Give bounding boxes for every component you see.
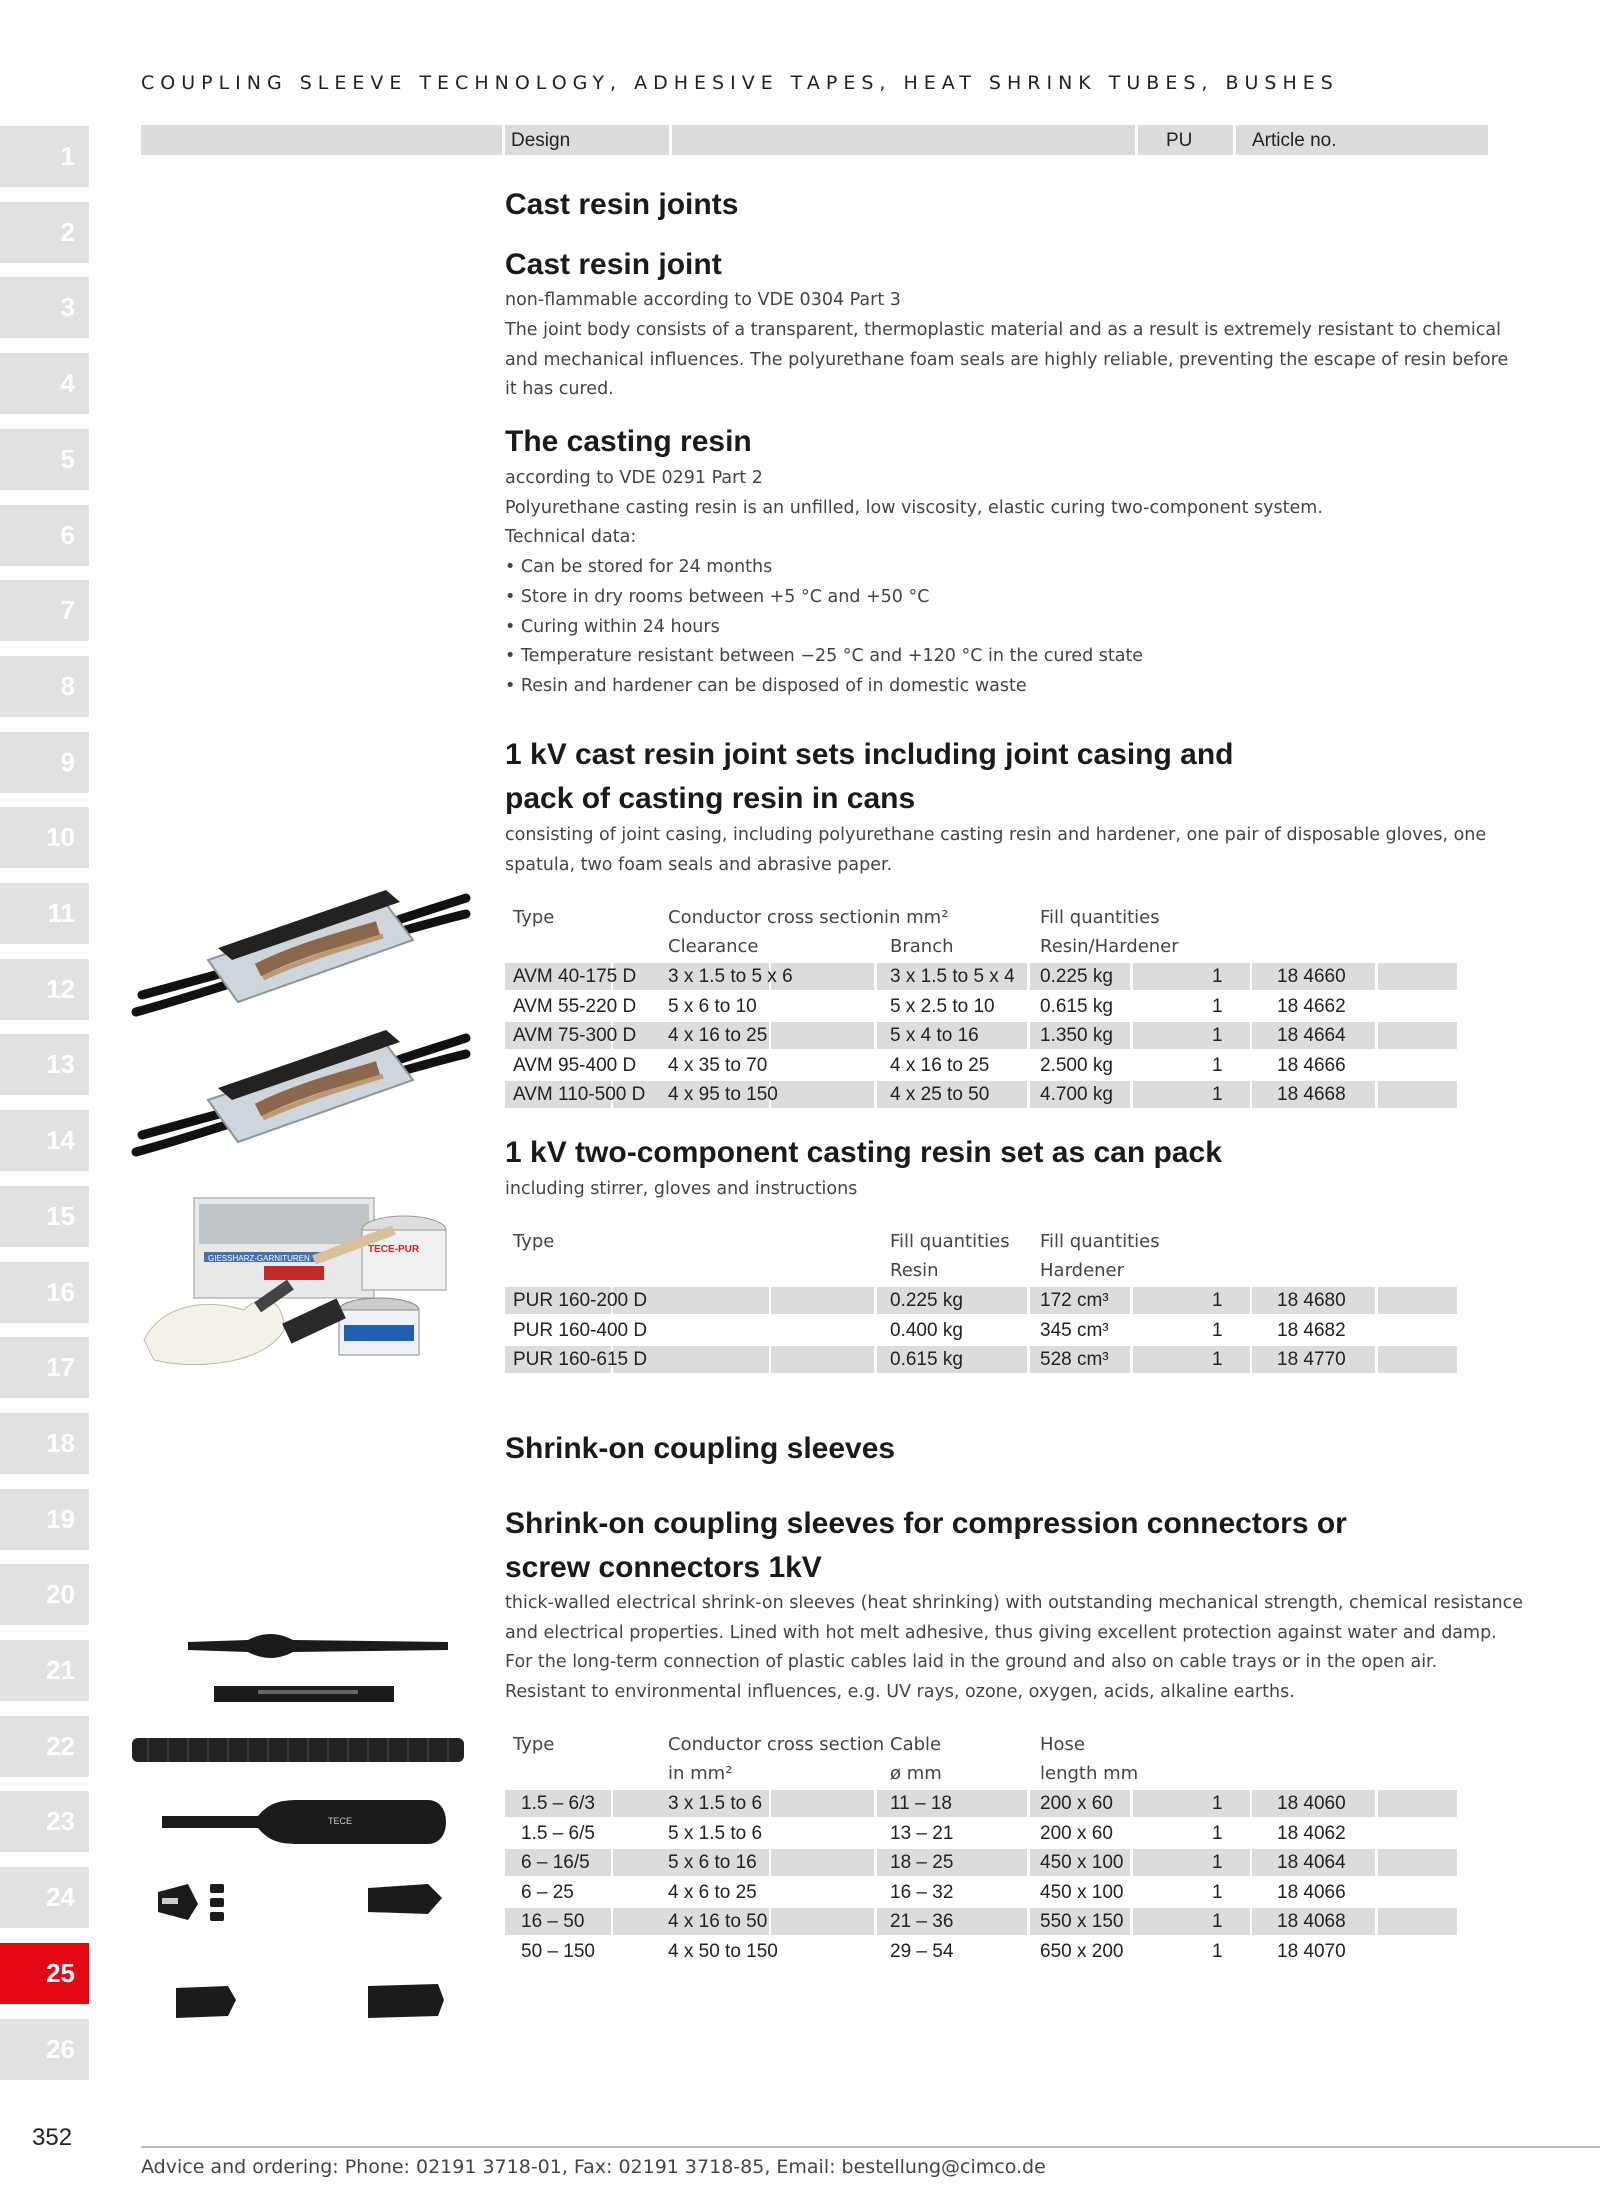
chapter-tab-7[interactable]: 7 — [0, 580, 89, 641]
table-cell: 0.615 kg — [1040, 995, 1113, 1017]
chapter-tab-9[interactable]: 9 — [0, 732, 89, 793]
chapter-tab-22[interactable]: 22 — [0, 1716, 89, 1777]
table-cell: 4 x 50 to 150 — [668, 1940, 778, 1962]
table-cell: 13 – 21 — [890, 1822, 954, 1844]
column-header-bar — [141, 125, 1457, 155]
chapter-tab-11[interactable]: 11 — [0, 883, 89, 944]
page-header-title: COUPLING SLEEVE TECHNOLOGY, ADHESIVE TAPES, HEAT SHRINK TUBES, BUSHES — [141, 72, 1339, 94]
table-cell: 1 — [1212, 1881, 1223, 1903]
table-cell: 18 4064 — [1277, 1852, 1346, 1873]
table-cell: 1.5 – 6/5 — [521, 1822, 595, 1844]
table-row — [505, 1021, 1457, 1051]
section-title-cast-resin-joint: Cast resin joint — [505, 248, 722, 281]
row-background — [771, 1052, 874, 1079]
text-line: Technical data: — [505, 527, 637, 547]
table-cell: PUR 160-400 D — [513, 1319, 648, 1341]
table-cell: 5 x 6 to 16 — [668, 1852, 757, 1873]
header-resin-hardener: Resin/Hardener — [1040, 936, 1179, 957]
row-background — [771, 1346, 874, 1373]
chapter-tab-19[interactable]: 19 — [0, 1489, 89, 1550]
header-hardener: Hardener — [1040, 1260, 1125, 1281]
table-cell: 18 4660 — [1277, 966, 1346, 987]
header-resin: Resin — [890, 1260, 939, 1281]
table-cell: 18 4062 — [1277, 1822, 1346, 1844]
header-fill-hardener: Fill quantities — [1040, 1231, 1160, 1252]
chapter-tab-8[interactable]: 8 — [0, 656, 89, 717]
header-length: length mm — [1040, 1763, 1139, 1784]
chapter-tab-18[interactable]: 18 — [0, 1413, 89, 1474]
table-row — [505, 1878, 1457, 1908]
table-row — [505, 1819, 1457, 1849]
header-branch: Branch — [890, 936, 954, 957]
table-row — [505, 1345, 1457, 1375]
chapter-tab-24[interactable]: 24 — [0, 1867, 89, 1928]
row-background — [1133, 1081, 1250, 1108]
row-background — [771, 1790, 874, 1817]
column-header-pu: PU — [1138, 125, 1233, 155]
row-background — [1378, 1849, 1457, 1876]
table-header-row — [505, 904, 1457, 933]
photo-can-pack-set — [134, 1190, 454, 1380]
table-header-row — [505, 1228, 1457, 1257]
can-pack-table — [505, 1228, 1457, 1375]
row-background — [1378, 1879, 1457, 1906]
header-diameter: ø mm — [890, 1763, 942, 1784]
row-background — [1133, 1317, 1250, 1344]
table-cell: 0.225 kg — [890, 1290, 963, 1311]
table-cell: 1 — [1212, 1025, 1223, 1046]
text-line: For the long-term connection of plastic cables laid in the ground and also on cable trays or in the open air. — [505, 1652, 1438, 1672]
table-cell: 18 4664 — [1277, 1025, 1346, 1046]
table-row — [505, 1789, 1457, 1819]
table-cell: 5 x 1.5 to 6 — [668, 1822, 763, 1844]
table-cell: 1 — [1212, 995, 1223, 1017]
header-type: Type — [513, 907, 555, 928]
table-cell: 0.400 kg — [890, 1319, 963, 1341]
bullet-item: • Store in dry rooms between +5 °C and +50 °C — [505, 587, 930, 607]
row-background — [1133, 1022, 1250, 1049]
row-background — [1378, 1022, 1457, 1049]
row-background — [1133, 963, 1250, 990]
column-header-description — [672, 125, 1135, 155]
header-fill: Fill quantities — [1040, 907, 1160, 928]
table-cell: 1.350 kg — [1040, 1025, 1113, 1046]
section-title-shrink-sleeves-line2: screw connectors 1kV — [505, 1551, 822, 1584]
row-background — [1133, 993, 1250, 1020]
table-cell: 18 4666 — [1277, 1054, 1346, 1076]
table-cell: 18 4070 — [1277, 1940, 1346, 1962]
chapter-tab-16[interactable]: 16 — [0, 1262, 89, 1323]
table-cell: 450 x 100 — [1040, 1852, 1124, 1873]
footer-contact: Advice and ordering: Phone: 02191 3718-01, Fax: 02191 3718-85, Email: bestellung@cimco.de — [141, 2156, 1046, 2178]
section-title-shrink-on: Shrink-on coupling sleeves — [505, 1432, 896, 1465]
table-cell: 650 x 200 — [1040, 1940, 1124, 1962]
box-label-text: GIESSHARZ-GARNITUREN — [208, 1254, 310, 1263]
table-cell: 1 — [1212, 1290, 1223, 1311]
table-cell: 18 4680 — [1277, 1290, 1346, 1311]
row-background — [1378, 963, 1457, 990]
text-line: according to VDE 0291 Part 2 — [505, 468, 763, 488]
row-background — [771, 1938, 874, 1965]
chapter-tab-1[interactable]: 1 — [0, 126, 89, 187]
table-cell: 3 x 1.5 to 5 x 4 — [890, 966, 1015, 987]
row-background — [1133, 1287, 1250, 1314]
table-cell: 5 x 2.5 to 10 — [890, 995, 995, 1017]
table-cell: 550 x 150 — [1040, 1911, 1124, 1932]
section-title-can-pack: 1 kV two-component casting resin set as can pack — [505, 1136, 1222, 1169]
table-cell: 50 – 150 — [521, 1940, 595, 1962]
row-background — [771, 1908, 874, 1935]
joint-sets-table — [505, 904, 1457, 1110]
row-background — [771, 1287, 874, 1314]
row-background — [1378, 1820, 1457, 1847]
table-cell: 18 4060 — [1277, 1793, 1346, 1814]
header-fill-resin: Fill quantities — [890, 1231, 1010, 1252]
row-background — [771, 1081, 874, 1108]
table-cell: 1 — [1212, 1852, 1223, 1873]
chapter-tab-3[interactable]: 3 — [0, 277, 89, 338]
table-cell: 1 — [1212, 1940, 1223, 1962]
table-cell: 6 – 16/5 — [521, 1852, 590, 1873]
bullet-item: • Can be stored for 24 months — [505, 557, 773, 577]
table-cell: AVM 95-400 D — [513, 1054, 637, 1076]
text-line: spatula, two foam seals and abrasive paper. — [505, 855, 893, 875]
column-header-extra — [1351, 125, 1457, 155]
table-cell: 4 x 16 to 25 — [890, 1054, 990, 1076]
table-cell: 18 4662 — [1277, 995, 1346, 1017]
table-cell: 1 — [1212, 1054, 1223, 1076]
table-row — [505, 1080, 1457, 1110]
table-row — [505, 1937, 1457, 1967]
row-background — [771, 1022, 874, 1049]
table-row — [505, 1316, 1457, 1346]
table-cell: 6 – 25 — [521, 1881, 574, 1903]
chapter-tab-26[interactable]: 26 — [0, 2019, 89, 2080]
section-title-casting-resin: The casting resin — [505, 425, 752, 458]
table-cell: 3 x 1.5 to 6 — [668, 1793, 763, 1814]
chapter-tab-20[interactable]: 20 — [0, 1564, 89, 1625]
row-background — [1378, 1081, 1457, 1108]
table-cell: 18 4682 — [1277, 1319, 1346, 1341]
table-cell: 18 – 25 — [890, 1852, 954, 1873]
text-line: non-flammable according to VDE 0304 Part 3 — [505, 290, 901, 310]
table-cell: 450 x 100 — [1040, 1881, 1124, 1903]
table-subheader-row — [505, 1760, 1457, 1789]
row-background — [1133, 1790, 1250, 1817]
chapter-tab-14[interactable]: 14 — [0, 1110, 89, 1171]
table-cell: 200 x 60 — [1040, 1793, 1113, 1814]
row-background — [1133, 1052, 1250, 1079]
bullet-item: • Temperature resistant between −25 °C and +120 °C in the cured state — [505, 646, 1144, 666]
chapter-tab-25[interactable]: 25 — [0, 1943, 89, 2004]
text-line: Polyurethane casting resin is an unfilled, low viscosity, elastic curing two-component system. — [505, 498, 1323, 518]
chapter-tab-15[interactable]: 15 — [0, 1186, 89, 1247]
chapter-tab-13[interactable]: 13 — [0, 1034, 89, 1095]
text-line: it has cured. — [505, 379, 614, 399]
row-background — [1378, 1790, 1457, 1817]
table-cell: 5 x 4 to 16 — [890, 1025, 979, 1046]
row-background — [771, 993, 874, 1020]
chapter-tab-5[interactable]: 5 — [0, 429, 89, 490]
row-background — [1378, 1317, 1457, 1344]
row-background — [1133, 1820, 1250, 1847]
table-row — [505, 1051, 1457, 1081]
table-cell: 5 x 6 to 10 — [668, 995, 757, 1017]
table-cell: 18 4770 — [1277, 1349, 1346, 1370]
table-cell: 1 — [1212, 1793, 1223, 1814]
table-cell: 4 x 25 to 50 — [890, 1084, 990, 1105]
page-number: 352 — [32, 2124, 73, 2151]
table-cell: 172 cm³ — [1040, 1290, 1109, 1311]
row-background — [1378, 1052, 1457, 1079]
table-subheader-row — [505, 1257, 1457, 1286]
table-cell: AVM 55-220 D — [513, 995, 637, 1017]
table-cell: 1.5 – 6/3 — [521, 1793, 595, 1814]
table-cell: 0.615 kg — [890, 1349, 963, 1370]
header-unit: in mm² — [668, 1763, 733, 1784]
row-background — [771, 1820, 874, 1847]
row-background — [771, 1317, 874, 1344]
table-cell: 1 — [1212, 1822, 1223, 1844]
table-cell: 16 – 32 — [890, 1881, 954, 1903]
text-line: including stirrer, gloves and instructions — [505, 1179, 858, 1199]
table-cell: AVM 110-500 D — [513, 1084, 646, 1105]
header-conductor: Conductor cross section — [668, 1734, 885, 1755]
row-background — [1133, 1938, 1250, 1965]
chapter-tab-21[interactable]: 21 — [0, 1640, 89, 1701]
table-cell: 1 — [1212, 1084, 1223, 1105]
table-row — [505, 1286, 1457, 1316]
header-type: Type — [513, 1734, 555, 1755]
table-cell: PUR 160-615 D — [513, 1349, 648, 1370]
table-header-row — [505, 1731, 1457, 1760]
row-background — [1378, 1938, 1457, 1965]
text-line: and mechanical influences. The polyurethane foam seals are highly reliable, preventing the escape of resin before — [505, 350, 1509, 370]
chapter-tab-6[interactable]: 6 — [0, 505, 89, 566]
text-line: The joint body consists of a transparent, thermoplastic material and as a result is extremely resistant to chemical — [505, 320, 1501, 340]
column-header-article: Article no. — [1236, 125, 1488, 155]
table-cell: 0.225 kg — [1040, 966, 1113, 987]
table-cell: 1 — [1212, 1911, 1223, 1932]
header-type: Type — [513, 1231, 555, 1252]
table-cell: 4 x 16 to 25 — [668, 1025, 768, 1046]
bullet-item: • Resin and hardener can be disposed of in domestic waste — [505, 676, 1027, 696]
row-background — [771, 1849, 874, 1876]
header-cable: Cable — [890, 1734, 942, 1755]
chapter-tab-10[interactable]: 10 — [0, 807, 89, 868]
table-cell: 18 4668 — [1277, 1084, 1346, 1105]
photo-joint-casing-2 — [128, 1010, 473, 1175]
text-line: and electrical properties. Lined with hot melt adhesive, thus giving excellent protection against water and damp. — [505, 1623, 1497, 1643]
section-title-cast-resin-joints: Cast resin joints — [505, 188, 739, 221]
table-row — [505, 1907, 1457, 1937]
row-background — [1378, 993, 1457, 1020]
row-background — [771, 1879, 874, 1906]
table-cell: 4 x 35 to 70 — [668, 1054, 768, 1076]
table-cell: 345 cm³ — [1040, 1319, 1109, 1341]
table-row — [505, 962, 1457, 992]
table-cell: 1 — [1212, 1349, 1223, 1370]
table-cell: 11 – 18 — [890, 1793, 952, 1814]
table-cell: 4 x 6 to 25 — [668, 1881, 757, 1903]
table-cell: 3 x 1.5 to 5 x 6 — [668, 966, 793, 987]
column-header-design: Design — [505, 125, 669, 155]
header-unit: in mm² — [884, 907, 949, 928]
section-title-joint-sets-line2: pack of casting resin in cans — [505, 782, 916, 815]
section-title-shrink-sleeves-line1: Shrink-on coupling sleeves for compression connectors or — [505, 1507, 1347, 1540]
text-line: thick-walled electrical shrink-on sleeves (heat shrinking) with outstanding mechanical strength, chemical resistance — [505, 1593, 1523, 1613]
bullet-item: • Curing within 24 hours — [505, 617, 720, 637]
table-cell: 2.500 kg — [1040, 1054, 1113, 1076]
footer-divider — [141, 2146, 1600, 2148]
table-subheader-row — [505, 933, 1457, 962]
table-row — [505, 1848, 1457, 1878]
table-cell: 18 4066 — [1277, 1881, 1346, 1903]
row-background — [1133, 1849, 1250, 1876]
table-cell: PUR 160-200 D — [513, 1290, 648, 1311]
header-clearance: Clearance — [668, 936, 759, 957]
sleeve-brand-text: TECE — [328, 1816, 353, 1826]
table-cell: 29 – 54 — [890, 1940, 954, 1962]
table-cell: 4 x 95 to 150 — [668, 1084, 778, 1105]
row-background — [1133, 1346, 1250, 1373]
header-hose: Hose — [1040, 1734, 1085, 1755]
row-background — [1133, 1879, 1250, 1906]
row-background — [1378, 1908, 1457, 1935]
table-cell: 18 4068 — [1277, 1911, 1346, 1932]
row-background — [1378, 1346, 1457, 1373]
table-cell: AVM 75-300 D — [513, 1025, 637, 1046]
section-title-joint-sets-line1: 1 kV cast resin joint sets including joint casing and — [505, 738, 1234, 771]
row-background — [1133, 1908, 1250, 1935]
can-label-text: TECE-PUR — [368, 1244, 420, 1255]
table-cell: AVM 40-175 D — [513, 966, 637, 987]
table-cell: 4.700 kg — [1040, 1084, 1113, 1105]
table-cell: 16 – 50 — [521, 1911, 585, 1932]
chapter-tab-23[interactable]: 23 — [0, 1791, 89, 1852]
row-background — [1378, 1287, 1457, 1314]
chapter-tab-2[interactable]: 2 — [0, 202, 89, 263]
chapter-tab-17[interactable]: 17 — [0, 1337, 89, 1398]
table-cell: 1 — [1212, 966, 1223, 987]
table-cell: 200 x 60 — [1040, 1822, 1113, 1844]
table-row — [505, 992, 1457, 1022]
chapter-tab-4[interactable]: 4 — [0, 353, 89, 414]
table-cell: 4 x 16 to 50 — [668, 1911, 768, 1932]
text-line: consisting of joint casing, including polyurethane casting resin and hardener, one pair of disposable gloves, one — [505, 825, 1487, 845]
column-header-image — [141, 125, 502, 155]
table-cell: 21 – 36 — [890, 1911, 954, 1932]
header-conductor: Conductor cross section — [668, 907, 885, 928]
text-line: Resistant to environmental influences, e.g. UV rays, ozone, oxygen, acids, alkaline earths. — [505, 1682, 1295, 1702]
table-cell: 528 cm³ — [1040, 1349, 1109, 1370]
chapter-tab-12[interactable]: 12 — [0, 959, 89, 1020]
photo-shrink-sleeves — [128, 1620, 468, 2040]
shrink-sleeves-table — [505, 1731, 1457, 1966]
table-cell: 1 — [1212, 1319, 1223, 1341]
